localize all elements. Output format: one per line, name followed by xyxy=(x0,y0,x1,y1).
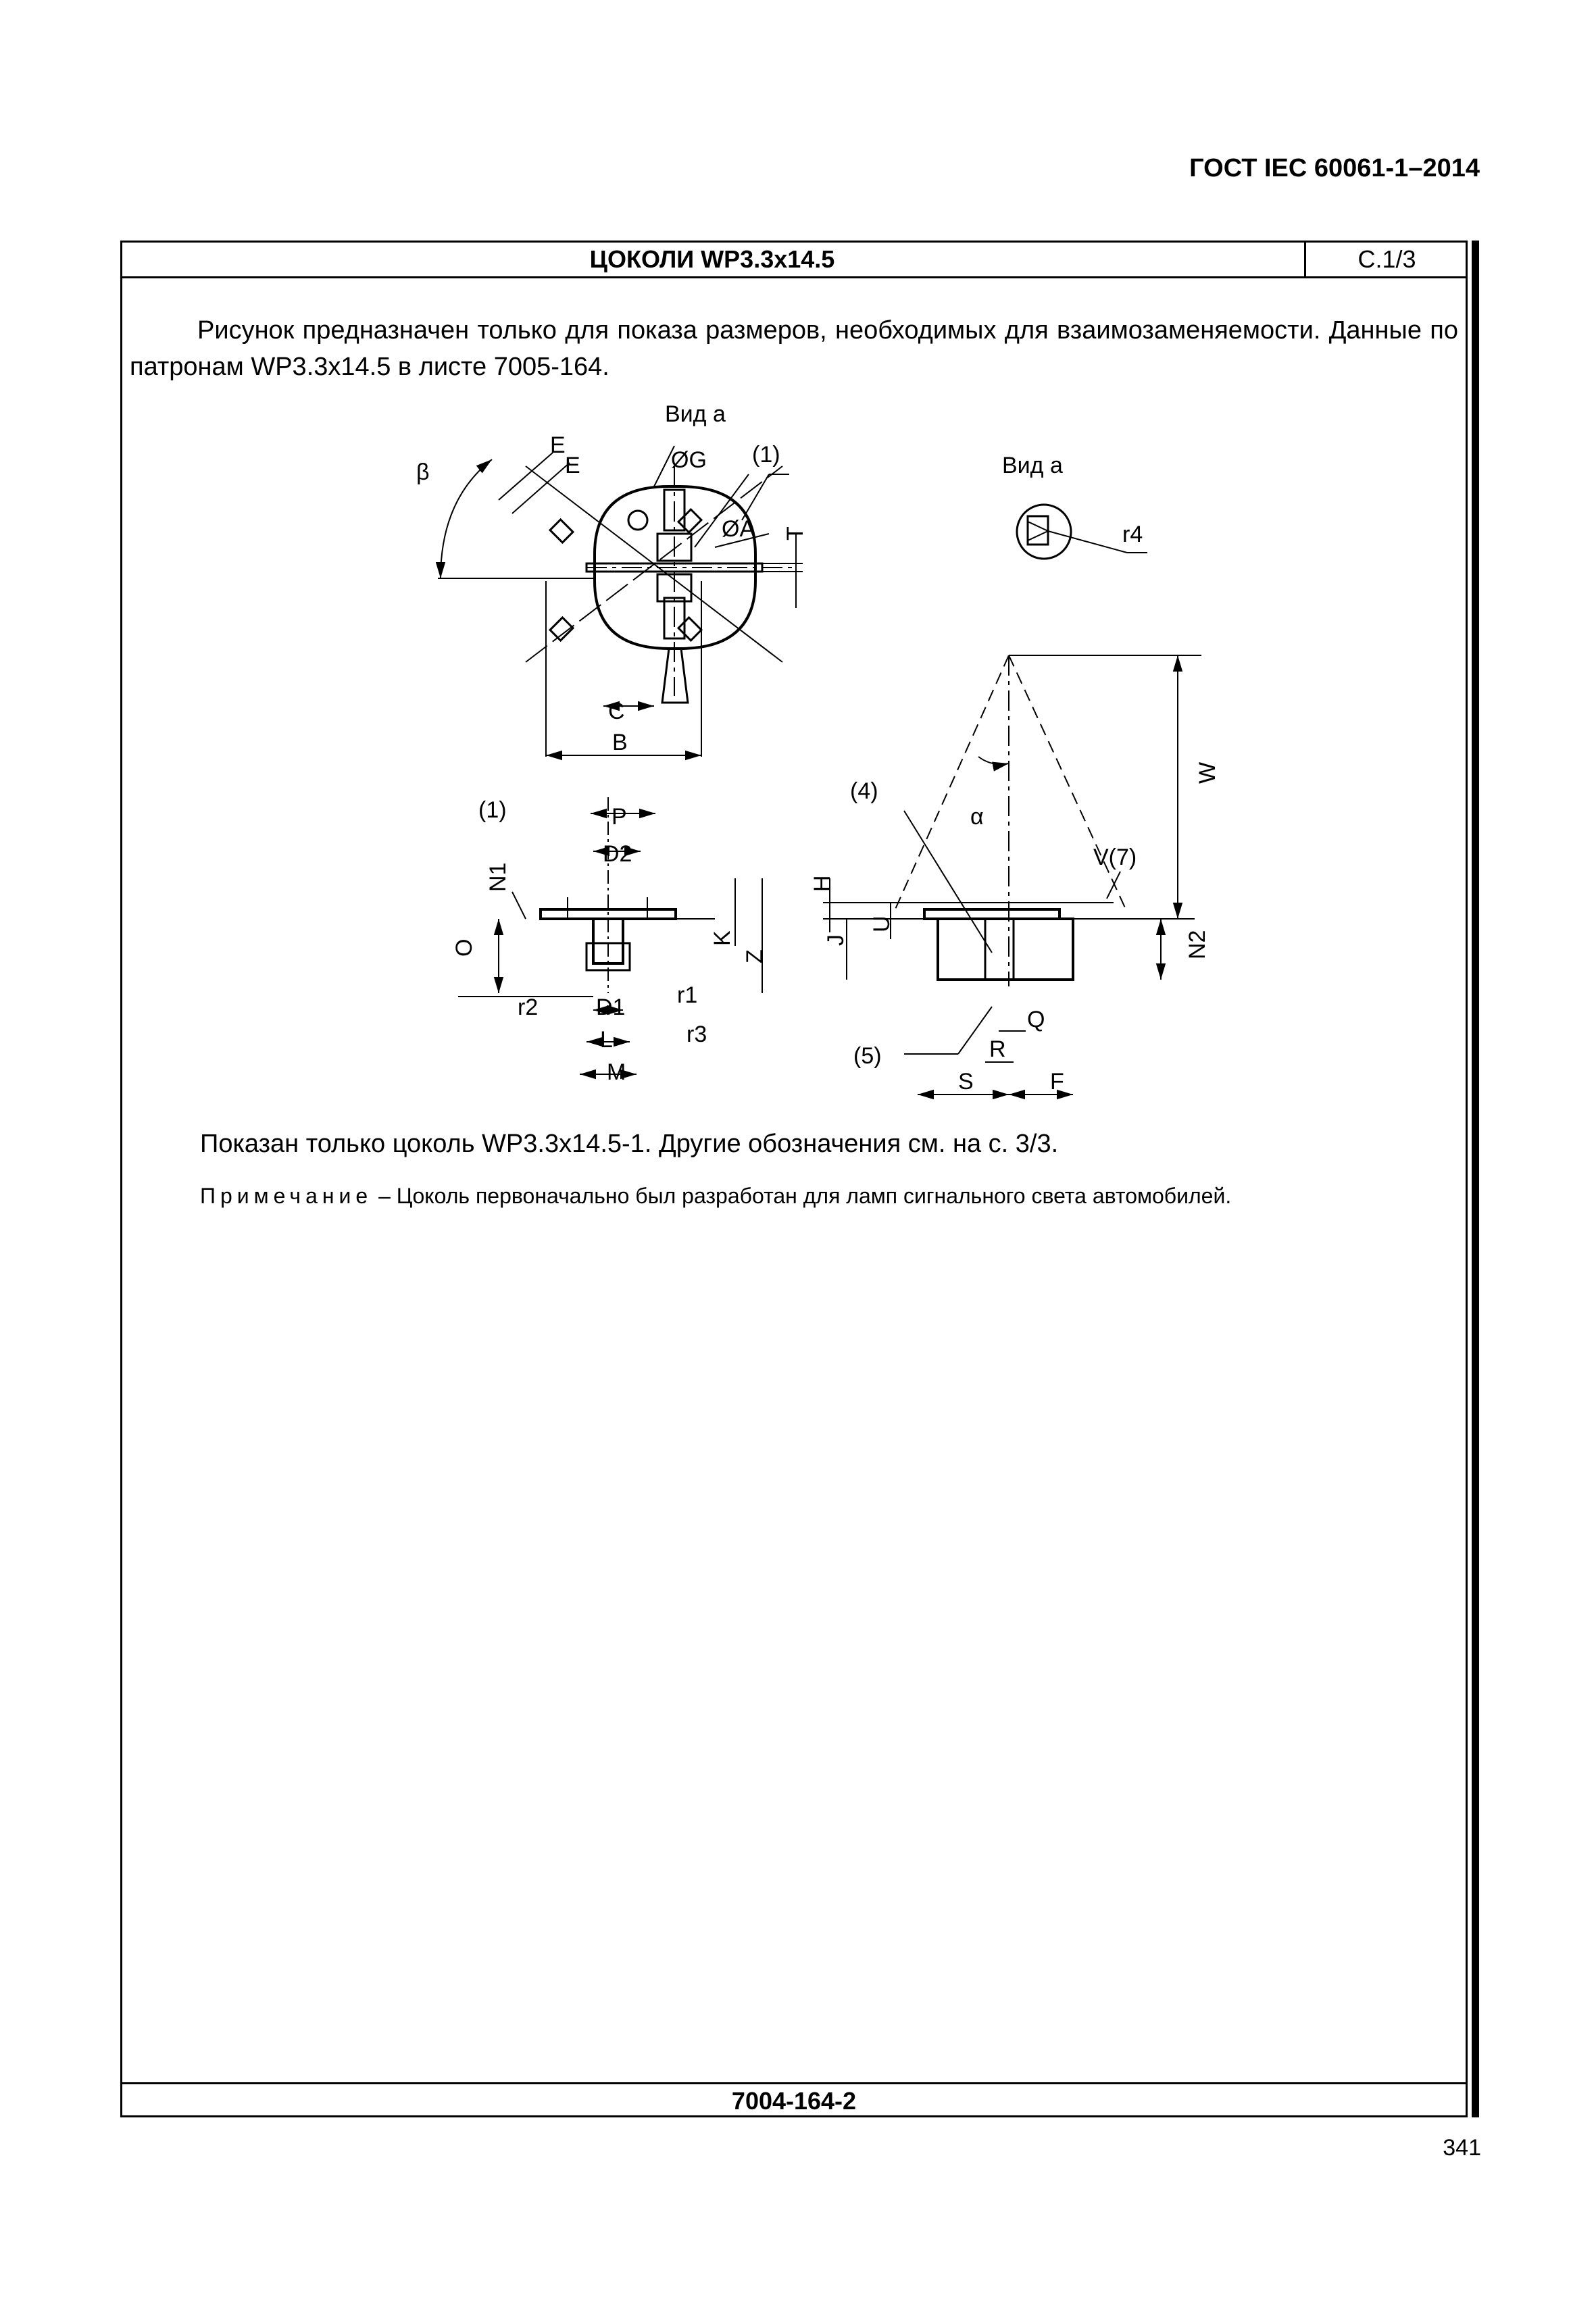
label-ref5: (5) xyxy=(853,1043,882,1069)
label-u: U xyxy=(869,915,895,932)
label-v7: V(7) xyxy=(1093,845,1137,870)
side-view-right-labels xyxy=(809,762,1220,1095)
label-g: ØG xyxy=(671,447,707,473)
label-ref4: (4) xyxy=(850,778,878,804)
label-t: T xyxy=(782,526,808,540)
label-alpha: α xyxy=(970,804,984,830)
label-l: L xyxy=(600,1027,613,1053)
label-r3: r3 xyxy=(687,1022,707,1047)
label-d1: D1 xyxy=(596,995,626,1020)
label-m: M xyxy=(607,1059,626,1085)
label-p: P xyxy=(612,804,627,830)
label-s: S xyxy=(958,1069,974,1095)
label-n1: N1 xyxy=(485,862,511,892)
label-n2: N2 xyxy=(1184,930,1210,959)
frame-right-bar xyxy=(1472,241,1479,2117)
label-r1: r1 xyxy=(677,982,698,1008)
label-d2: D2 xyxy=(603,841,632,867)
label-ref1-top: (1) xyxy=(752,442,780,468)
label-e2: E xyxy=(565,453,580,478)
label-e1: E xyxy=(550,432,566,458)
sheet-number: С.1/3 xyxy=(1357,245,1416,273)
label-b: B xyxy=(612,730,628,755)
document-code: ГОСТ IEC 60061-1–2014 xyxy=(1189,154,1480,182)
note xyxy=(200,1184,1231,1209)
note-label: Примечание xyxy=(200,1184,373,1208)
intro-paragraph: Рисунок предназначен только для показа размеров, необходимых для взаимозаменяемости. Данные по патронам WP3.3x14.5 в листе 7005-164. xyxy=(130,316,1458,381)
label-r2: r2 xyxy=(518,995,539,1020)
detail-view-labels xyxy=(1002,453,1143,547)
label-j: J xyxy=(823,934,849,946)
label-h: H xyxy=(809,875,835,892)
label-c: C xyxy=(608,699,625,724)
page-number: 341 xyxy=(1443,2135,1481,2161)
label-ref1-bot: (1) xyxy=(478,797,507,823)
figure-caption: Показан только цоколь WP3.3x14.5-1. Другие обозначения см. на с. 3/3. xyxy=(200,1130,1059,1158)
label-w: W xyxy=(1195,761,1220,784)
label-r4: r4 xyxy=(1122,522,1143,547)
side-view-right xyxy=(823,655,1201,1095)
note-text: – Цоколь первоначально был разработан для ламп сигнального света автомобилей. xyxy=(372,1184,1232,1208)
technical-drawing xyxy=(120,378,1468,1108)
label-q: Q xyxy=(1027,1007,1045,1032)
sheet-title: ЦОКОЛИ WP3.3x14.5 xyxy=(589,245,835,273)
label-o: O xyxy=(451,938,477,957)
footer-code: 7004-164-2 xyxy=(731,2087,857,2115)
label-detail-view-a: Вид a xyxy=(1002,453,1063,478)
label-r: R xyxy=(989,1036,1006,1062)
label-a: ØA xyxy=(722,516,755,542)
label-f: F xyxy=(1050,1069,1064,1095)
label-z: Z xyxy=(742,949,768,963)
label-view-a: Вид a xyxy=(665,401,726,427)
label-beta: β xyxy=(416,459,430,485)
label-k: K xyxy=(709,930,735,946)
